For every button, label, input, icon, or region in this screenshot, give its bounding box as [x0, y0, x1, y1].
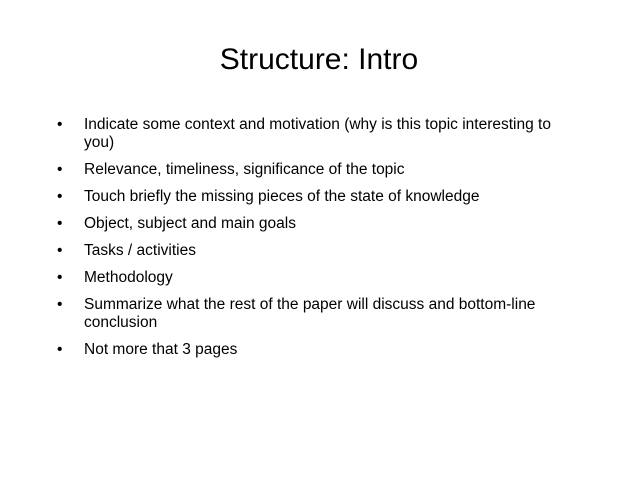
bullet-icon: • — [57, 215, 63, 232]
list-item — [57, 341, 577, 359]
bullet-icon: • — [57, 161, 63, 178]
bullet-text: Methodology — [84, 269, 173, 286]
slide-title: Structure: Intro — [219, 43, 419, 76]
bullet-icon: • — [57, 116, 63, 133]
bullet-text: Touch briefly the missing pieces of the state of knowledge — [84, 188, 480, 205]
bullet-list — [57, 116, 577, 368]
bullet-text: Summarize what the rest of the paper will discuss and bottom-line conclusion — [84, 296, 536, 331]
list-item — [57, 116, 577, 152]
bullet-text: Object, subject and main goals — [84, 215, 296, 232]
bullet-icon: • — [57, 296, 63, 313]
list-item — [57, 215, 577, 233]
bullet-text: Relevance, timeliness, significance of the topic — [84, 161, 405, 178]
bullet-text: Tasks / activities — [84, 242, 196, 259]
list-item — [57, 161, 577, 179]
bullet-icon: • — [57, 188, 63, 205]
list-item — [57, 269, 577, 287]
bullet-icon: • — [57, 341, 63, 358]
bullet-icon: • — [57, 269, 63, 286]
bullet-icon: • — [57, 242, 63, 259]
list-item — [57, 296, 577, 332]
bullet-text: Indicate some context and motivation (why is this topic interesting to you) — [84, 116, 551, 151]
list-item — [57, 242, 577, 260]
bullet-text: Not more that 3 pages — [84, 341, 238, 358]
list-item — [57, 188, 577, 206]
